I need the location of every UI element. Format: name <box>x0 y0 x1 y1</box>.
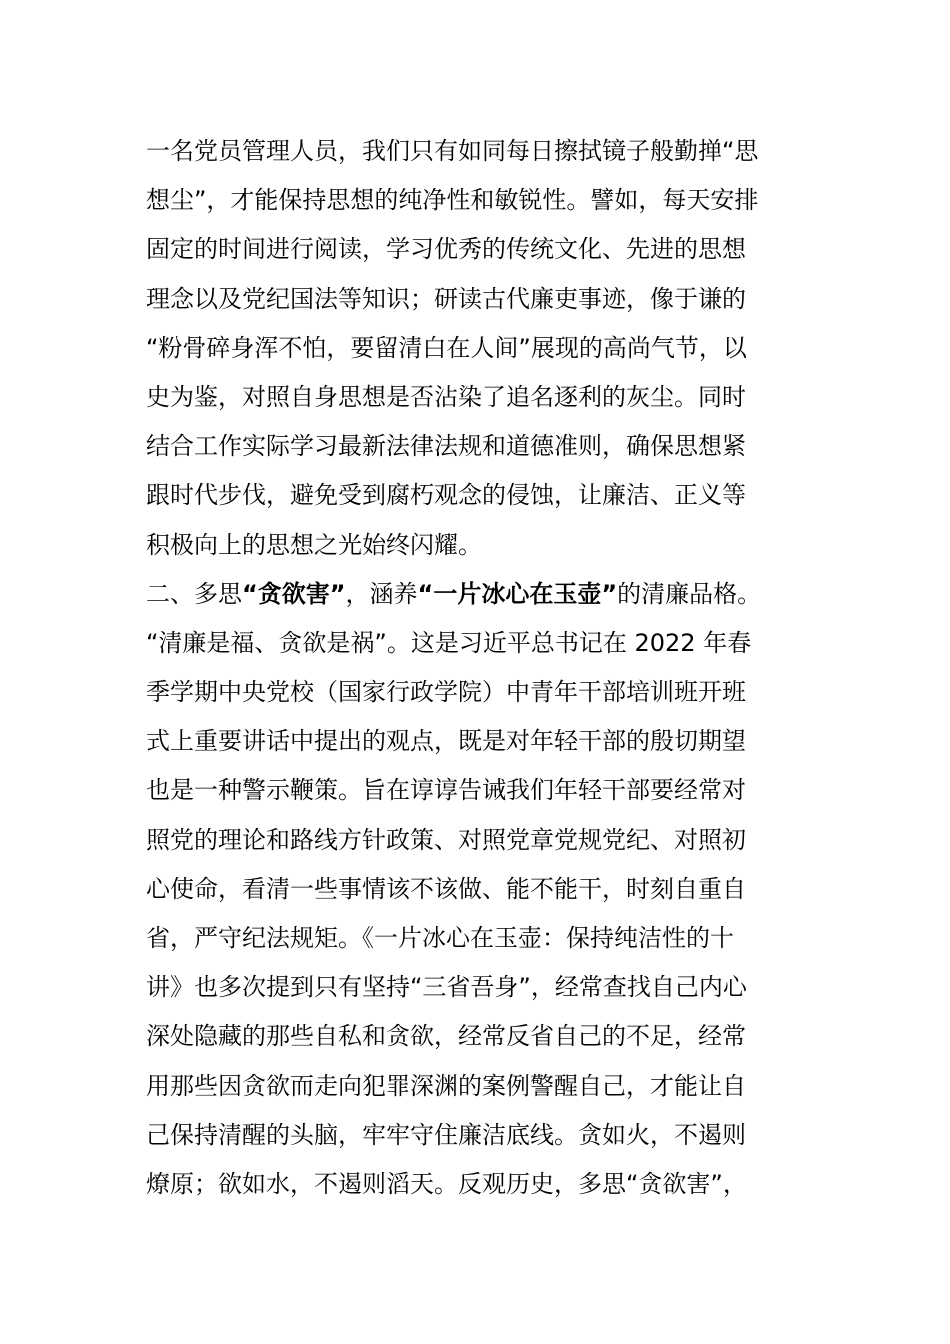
text-line: 深处隐藏的那些自私和贪欲，经常反省自己的不足，经常 <box>146 1022 746 1051</box>
heading-quote-1: “贪欲害” <box>242 579 346 608</box>
section-heading <box>146 570 811 619</box>
text-line: “清廉是福、贪欲是祸”。这是习近平总书记在 2022 年春 <box>146 628 752 657</box>
text-line: 想尘”，才能保持思想的纯净性和敏锐性。譬如，每天安排 <box>146 186 759 215</box>
heading-quote-2: “一片冰心在玉壶” <box>417 579 618 608</box>
text-line: 心使命，看清一些事情该不该做、能不能干，时刻自重自 <box>146 874 746 903</box>
text-line: 结合工作实际学习最新法律法规和道德准则，确保思想紧 <box>146 432 746 461</box>
heading-part-1: 二、多思 <box>146 579 242 608</box>
text-line: 省，严守纪法规矩。《一片冰心在玉壶：保持纯洁性的十 <box>146 924 734 952</box>
heading-part-3: 的清廉品格。 <box>617 579 762 608</box>
text-line: 一名党员管理人员，我们只有如同每日擦拭镜子般勤掸“思 <box>146 137 759 165</box>
text-line: 积极向上的思想之光始终闪耀。 <box>146 530 482 559</box>
text-line: 用那些因贪欲而走向犯罪深渊的案例警醒自己，才能让自 <box>146 1071 746 1100</box>
text-line: 理念以及党纪国法等知识；研读古代廉吏事迹，像于谦的 <box>146 284 746 313</box>
text-line: 跟时代步伐，避免受到腐朽观念的侵蚀，让廉洁、正义等 <box>146 481 746 510</box>
text-line: 己保持清醒的头脑，牢牢守住廉洁底线。贪如火，不遏则 <box>146 1120 746 1149</box>
body-text <box>146 127 811 1209</box>
text-line: 式上重要讲话中提出的观点，既是对年轻干部的殷切期望 <box>146 727 746 756</box>
text-line: “粉骨碎身浑不怕，要留清白在人间”展现的高尚气节，以 <box>146 333 747 362</box>
text-line: 季学期中央党校（国家行政学院）中青年干部培训班开班 <box>146 678 746 707</box>
heading-part-2: ，涵养 <box>345 579 418 608</box>
text-line: 照党的理论和路线方针政策、对照党章党规党纪、对照初 <box>146 825 746 854</box>
text-line: 也是一种警示鞭策。旨在谆谆告诫我们年轻干部要经常对 <box>146 776 746 805</box>
text-line: 固定的时间进行阅读，学习优秀的传统文化、先进的思想 <box>146 235 746 264</box>
text-line: 燎原；欲如水，不遏则滔天。反观历史，多思“贪欲害”， <box>146 1169 747 1198</box>
text-line: 讲》也多次提到只有坚持“三省吾身”，经常查找自己内心 <box>146 973 747 1002</box>
text-line: 史为鉴，对照自身思想是否沾染了追名逐利的灰尘。同时 <box>146 382 746 411</box>
